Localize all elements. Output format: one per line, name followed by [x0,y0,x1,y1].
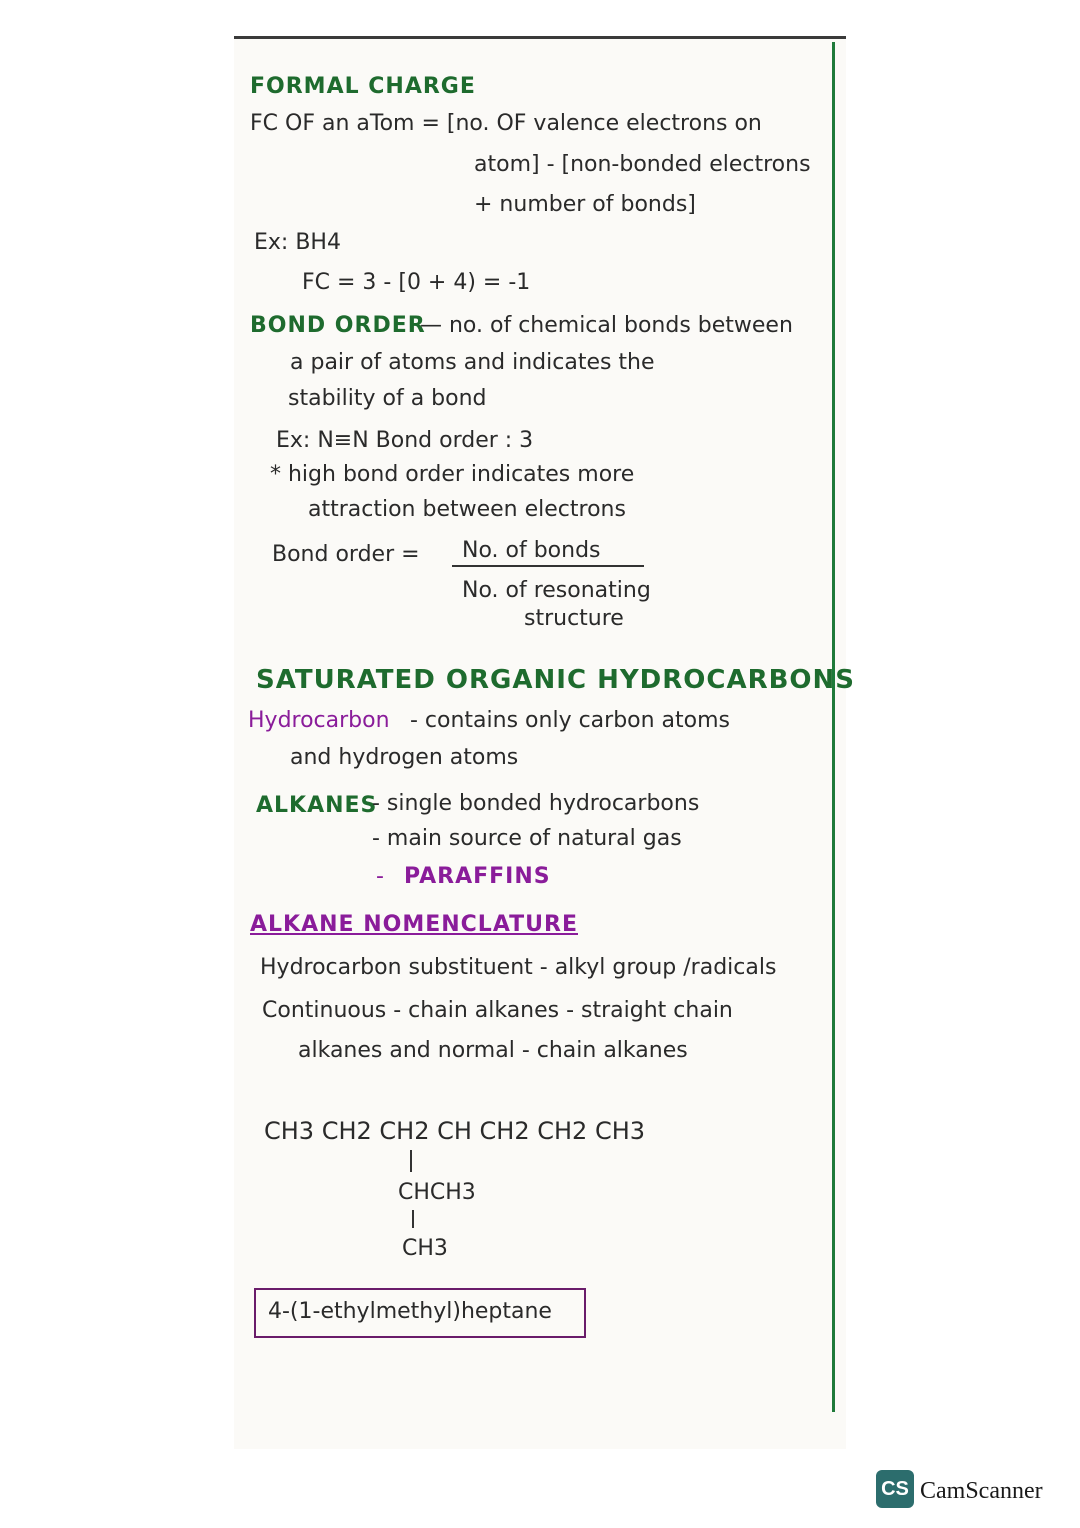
bond-order-note1: * high bond order indicates more [270,462,635,487]
bond-order-denominator2: structure [524,606,624,631]
formal-charge-line2: atom] - [non-bonded electrons [474,152,811,177]
bond-order-heading: BOND ORDER [250,313,426,338]
branch-bond-2 [412,1210,414,1228]
formal-charge-example: Ex: BH4 [254,230,341,255]
nomenclature-line3: alkanes and normal - chain alkanes [298,1038,688,1063]
camscanner-text: CamScanner [920,1478,1043,1504]
answer-text: 4-(1-ethylmethyl)heptane [268,1299,552,1324]
branch-bond-1 [410,1150,412,1172]
structure-branch2: CH3 [402,1236,448,1261]
structure-branch1: CHCH3 [398,1180,476,1205]
hydrocarbon-term: Hydrocarbon [248,708,390,733]
formal-charge-line3: + number of bonds] [474,192,696,217]
alkanes-term: ALKANES [256,793,378,818]
nomenclature-line2: Continuous - chain alkanes - straight chain [262,998,733,1023]
alkanes-definition1: - single bonded hydrocarbons [372,791,700,816]
bond-order-numerator: No. of bonds [462,538,601,563]
formal-charge-line1: FC OF an aTom = [no. OF valence electrons on [250,111,762,136]
bond-order-example: Ex: N≡N Bond order : 3 [276,428,534,453]
nomenclature-heading: ALKANE NOMENCLATURE [250,912,578,937]
margin-line [832,42,835,1412]
saturated-heading: SATURATED ORGANIC HYDROCARBONS [256,665,856,695]
bond-order-formula-label: Bond order = [272,542,420,567]
bond-order-line2: a pair of atoms and indicates the [290,350,655,375]
formal-charge-heading: FORMAL CHARGE [250,74,476,99]
hydrocarbon-definition2: and hydrogen atoms [290,745,519,770]
bond-order-line3: stability of a bond [288,386,487,411]
alkanes-definition3: PARAFFINS [404,864,551,889]
camscanner-logo: CS [876,1470,914,1508]
formal-charge-calculation: FC = 3 - [0 + 4) = -1 [302,270,531,295]
alkanes-definition2: - main source of natural gas [372,826,682,851]
hydrocarbon-definition1: - contains only carbon atoms [410,708,731,733]
bond-order-denominator1: No. of resonating [462,578,651,603]
bond-order-line1: — no. of chemical bonds between [420,313,793,338]
structure-main-chain: CH3 CH2 CH2 CH CH2 CH2 CH3 [264,1117,646,1145]
bond-order-note2: attraction between electrons [308,497,626,522]
fraction-line [452,565,644,567]
answer-box [254,1288,586,1338]
nomenclature-line1: Hydrocarbon substituent - alkyl group /radicals [260,955,777,980]
alkanes-definition3-dash: - [376,864,384,889]
